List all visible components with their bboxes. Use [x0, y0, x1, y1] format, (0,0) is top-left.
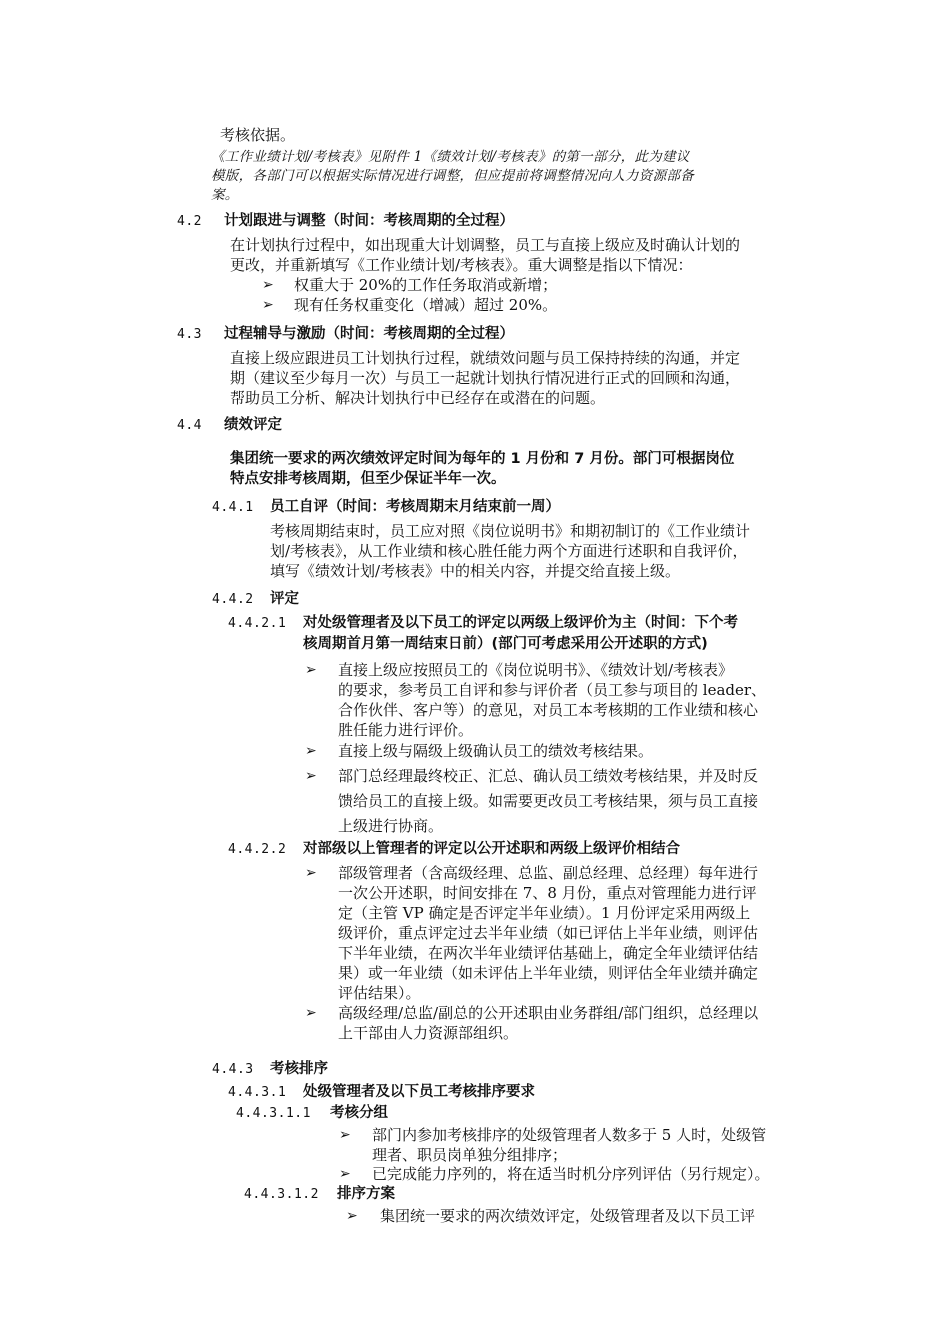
section-number: 4.4.3.1.2 — [244, 1187, 319, 1202]
section-title: 对部级以上管理者的评定以公开述职和两级上级评价相结合 — [303, 841, 680, 857]
text-line: 直接上级应跟进员工计划执行过程，就绩效问题与员工保持持续的沟通，并定 — [230, 349, 741, 367]
bullet-arrow-icon: ➢ — [305, 1005, 317, 1021]
bullet-item: 定（主管 VP 确定是否评定半年业绩）。1 月份评定采用两级上 — [338, 904, 751, 922]
section-number: 4.4.2.2 — [228, 842, 287, 857]
section-number: 4.4.3 — [212, 1062, 254, 1077]
text-line: 填写《绩效计划/考核表》中的相关内容，并提交给直接上级。 — [270, 562, 681, 580]
bullet-item: 已完成能力序列的，将在适当时机分序列评估（另行规定）。 — [372, 1165, 770, 1183]
bullet-item: 直接上级应按照员工的《岗位说明书》、《绩效计划/考核表》 — [338, 661, 734, 679]
bullet-item: 高级经理/总监/副总的公开述职由业务群组/部门组织，总经理以 — [338, 1004, 759, 1022]
bullet-item: 的要求，参考员工自评和参与评价者（员工参与项目的 leader、 — [338, 681, 767, 699]
bullet-item: 一次公开述职，时间安排在 7、8 月份，重点对管理能力进行评 — [338, 884, 757, 902]
section-number: 4.4.2.1 — [228, 616, 287, 631]
bullet-item: 部门内参加考核排序的处级管理者人数多于 5 人时，处级管 — [372, 1126, 767, 1144]
section-number: 4.4.1 — [212, 500, 254, 515]
bullet-item: 胜任能力进行评价。 — [338, 721, 474, 739]
section-title: 绩效评定 — [224, 417, 282, 433]
bullet-item: 下半年业绩，在两次半年业绩评估基础上，确定全年业绩评估结 — [338, 944, 759, 962]
section-title: 处级管理者及以下员工考核排序要求 — [303, 1084, 535, 1100]
section-title: 过程辅导与激励（时间：考核周期的全过程） — [224, 326, 514, 342]
bullet-item: 集团统一要求的两次绩效评定，处级管理者及以下员工评 — [380, 1207, 756, 1225]
bullet-item: 理者、职员岗单独分组排序； — [372, 1146, 568, 1164]
section-number: 4.4 — [177, 418, 202, 433]
bullet-arrow-icon: ➢ — [339, 1127, 351, 1143]
text-line: 特点安排考核周期，但至少保证半年一次。 — [230, 471, 506, 487]
text-line: 考核周期结束时，员工应对照《岗位说明书》和期初制订的《工作业绩计 — [270, 522, 751, 540]
bullet-arrow-icon: ➢ — [339, 1166, 351, 1182]
section-number: 4.3 — [177, 327, 202, 342]
section-number: 4.4.3.1 — [228, 1085, 287, 1100]
section-title: 对处级管理者及以下员工的评定以两级上级评价为主（时间：下个考 — [303, 615, 738, 631]
section-title: 员工自评（时间：考核周期末月结束前一周） — [270, 499, 560, 515]
bullet-item: 上干部由人力资源部组织。 — [338, 1024, 519, 1042]
section-title: 核周期首月第一周结束日前）(部门可考虑采用公开述职的方式) — [303, 636, 708, 652]
bullet-item: 合作伙伴、客户等）的意见，对员工本考核期的工作业绩和核心 — [338, 701, 759, 719]
bullet-arrow-icon: ➢ — [346, 1208, 358, 1224]
bullet-item: 直接上级与隔级上级确认员工的绩效考核结果。 — [338, 742, 654, 760]
bullet-item: 现有任务权重变化（增减）超过 20%。 — [294, 296, 558, 314]
bullet-item: 部门总经理最终校正、汇总、确认员工绩效考核结果，并及时反 — [338, 767, 759, 785]
bullet-item: 评估结果）。 — [338, 984, 421, 1002]
section-title: 排序方案 — [337, 1186, 395, 1202]
bullet-item: 权重大于 20%的工作任务取消或新增； — [294, 276, 558, 294]
text-line: 帮助员工分析、解决计划执行中已经存在或潜在的问题。 — [230, 389, 606, 407]
bullet-item: 馈给员工的直接上级。如需要更改员工考核结果，须与员工直接 — [338, 792, 759, 810]
section-title: 评定 — [270, 591, 299, 607]
bullet-arrow-icon: ➢ — [262, 297, 274, 313]
section-title: 考核分组 — [330, 1105, 388, 1121]
text-line: 案。 — [211, 187, 239, 203]
text-line: 《工作业绩计划/考核表》见附件 1《绩效计划/考核表》的第一部分，此为建议 — [211, 149, 690, 165]
bullet-arrow-icon: ➢ — [305, 662, 317, 678]
bullet-item: 级评价，重点评定过去半年业绩（如已评估上半年业绩，则评估 — [338, 924, 759, 942]
section-number: 4.2 — [177, 214, 202, 229]
bullet-item: 上级进行协商。 — [338, 817, 444, 835]
text-line: 模版，各部门可以根据实际情况进行调整，但应提前将调整情况向人力资源部备 — [211, 168, 694, 184]
section-number: 4.4.2 — [212, 592, 254, 607]
text-line: 期（建议至少每月一次）与员工一起就计划执行情况进行正式的回顾和沟通， — [230, 369, 741, 387]
text-line: 更改，并重新填写《工作业绩计划/考核表》。重大调整是指以下情况： — [230, 256, 693, 274]
section-title: 计划跟进与调整（时间：考核周期的全过程） — [224, 213, 514, 229]
bullet-arrow-icon: ➢ — [305, 743, 317, 759]
bullet-arrow-icon: ➢ — [305, 768, 317, 784]
bullet-arrow-icon: ➢ — [305, 865, 317, 881]
bullet-item: 部级管理者（含高级经理、总监、副总经理、总经理）每年进行 — [338, 864, 759, 882]
text-line: 划/考核表》，从工作业绩和核心胜任能力两个方面进行述职和自我评价， — [270, 542, 748, 560]
text-line: 集团统一要求的两次绩效评定时间为每年的 1 月份和 7 月份。部门可根据岗位 — [230, 451, 735, 467]
section-title: 考核排序 — [270, 1061, 328, 1077]
section-number: 4.4.3.1.1 — [236, 1106, 311, 1121]
bullet-arrow-icon: ➢ — [262, 277, 274, 293]
bullet-item: 果）或一年业绩（如未评估上半年业绩，则评估全年业绩并确定 — [338, 964, 759, 982]
text-line: 在计划执行过程中，如出现重大计划调整，员工与直接上级应及时确认计划的 — [230, 236, 741, 254]
text-line: 考核依据。 — [220, 126, 296, 144]
